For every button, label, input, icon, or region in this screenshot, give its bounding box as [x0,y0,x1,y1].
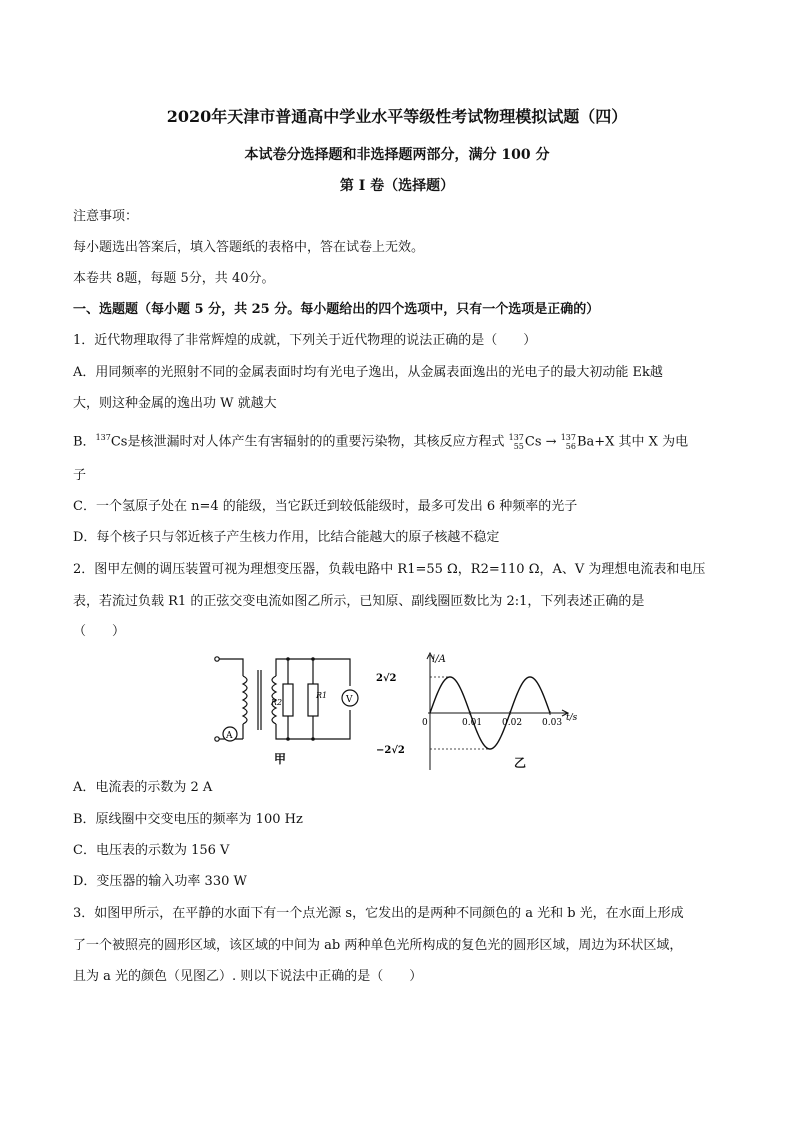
cs-nuclide-stack [509,433,524,451]
r1-label: R1 [316,691,328,700]
exam-subtitle: 本试卷分选择题和非选择题两部分，满分 100 分 [244,147,550,163]
node-r1-bottom [311,737,315,741]
q2-stem-line2: 表，若流过负载 R1 的正弦交变电流如图乙所示，已知原、副线圈匝数比为 2:1，下列表述正确的是 [73,594,645,609]
q1-b-prefix: B． [73,434,96,450]
voltmeter-label: V [346,695,353,705]
notes-line-1: 每小题选出答案后，填入答题纸的表格中，答在试卷上无效。 [73,240,425,255]
q1-option-b-line2: 子 [73,468,87,483]
node-r1-top [311,657,315,661]
input-terminal-bottom [215,737,219,741]
y-axis-label: i/A [432,654,446,665]
q2-option-a: A．电流表的示数为 2 A [73,780,213,795]
q2-stem-line1: 2．图甲左侧的调压装置可视为理想变压器，负载电路中 R1=55 Ω，R2=110 Ω，A、V 为理想电流表和电压 [73,562,706,577]
current-waveform-chart [370,645,590,775]
q1-b-text: Cs是核泄漏时对人体产生有害辐射的的重要污染物，其核反应方程式 [110,434,505,450]
q3-stem-line3: 且为 a 光的颜色（见图乙）. 则以下说法中正确的是（ ） [73,969,423,984]
exam-title: 2020年天津市普通高中学业水平等级性考试物理模拟试题（四） [166,107,628,126]
primary-wire-top [219,659,243,676]
notes-heading: 注意事项： [73,209,139,224]
cs-symbol-arrow: Cs → [524,434,557,450]
transformer-circuit-diagram [205,648,365,748]
x-tick-label: 0.02 [502,718,523,728]
y-tick-label: 2√2 [376,673,397,684]
q1-option-d: D．每个核子只与邻近核子产生核力作用，比结合能越大的原子核越不稳定 [73,530,500,545]
q2-option-d: D．变压器的输入功率 330 W [73,874,247,889]
q1-option-a-line1: A．用同频率的光照射不同的金属表面时均有光电子逸出，从金属表面逸出的光电子的最大初动能 Ek越 [73,365,663,380]
ammeter-label: A [226,731,233,741]
x-tick-label: 0.01 [462,718,483,728]
ba-mass-number: 137 [560,432,576,442]
q1-option-c: C．一个氢原子处在 n=4 的能级，当它跃迁到较低能级时，最多可发出 6 种频率的光子 [73,499,578,514]
r2-label: R2 [271,698,283,707]
figure-jia-label: 甲 [274,752,287,766]
x-tick-label: 0 [422,718,428,728]
y-tick-label: −2√2 [376,745,405,756]
part-heading: 第 I 卷（选择题） [339,178,455,194]
r1-resistor [308,684,318,716]
x-axis-label: t/s [566,713,578,723]
x-tick-label: 0.03 [542,718,563,728]
primary-coil [243,676,247,724]
section-heading: 一、选题题（每小题 5 分，共 25 分。每小题给出的四个选项中，只有一个选项是正确的） [73,302,600,317]
cs-atomic-number: 55 [513,441,524,451]
ba-nuclide-stack [561,433,576,451]
wave-marks [376,672,562,756]
q2-stem-line3: （ ） [73,624,126,639]
input-terminal-top [215,657,219,661]
r2-resistor [283,684,293,716]
q2-option-c: C．电压表的示数为 156 V [73,843,230,858]
ba-symbol-tail: Ba+X 其中 X 为电 [576,434,689,450]
ba-atomic-number: 56 [565,441,576,451]
node-r2-top [286,657,290,661]
q1-b-cs-mass: 137 [95,433,111,442]
cs-mass-number: 137 [508,432,524,442]
q1-option-b-line1 [73,430,688,451]
q1-option-a-line2: 大，则这种金属的逸出功 W 就越大 [73,396,277,411]
q3-stem-line2: 了一个被照亮的圆形区域，该区域的中间为 ab 两种单色光所构成的复色光的圆形区域，周边为环状区域， [73,938,683,953]
node-r2-bottom [286,737,290,741]
figure-yi-label: 乙 [514,756,527,770]
q3-stem-line1: 3．如图甲所示，在平静的水面下有一个点光源 s，它发出的是两种不同颜色的 a 光和 b 光，在水面上形成 [73,906,684,921]
q2-option-b: B．原线圈中交变电压的频率为 100 Hz [73,812,303,827]
notes-line-2: 本卷共 8题，每题 5分，共 40分。 [73,271,275,286]
q1-stem: 1．近代物理取得了非常辉煌的成就，下列关于近代物理的说法正确的是（ ） [73,333,537,348]
